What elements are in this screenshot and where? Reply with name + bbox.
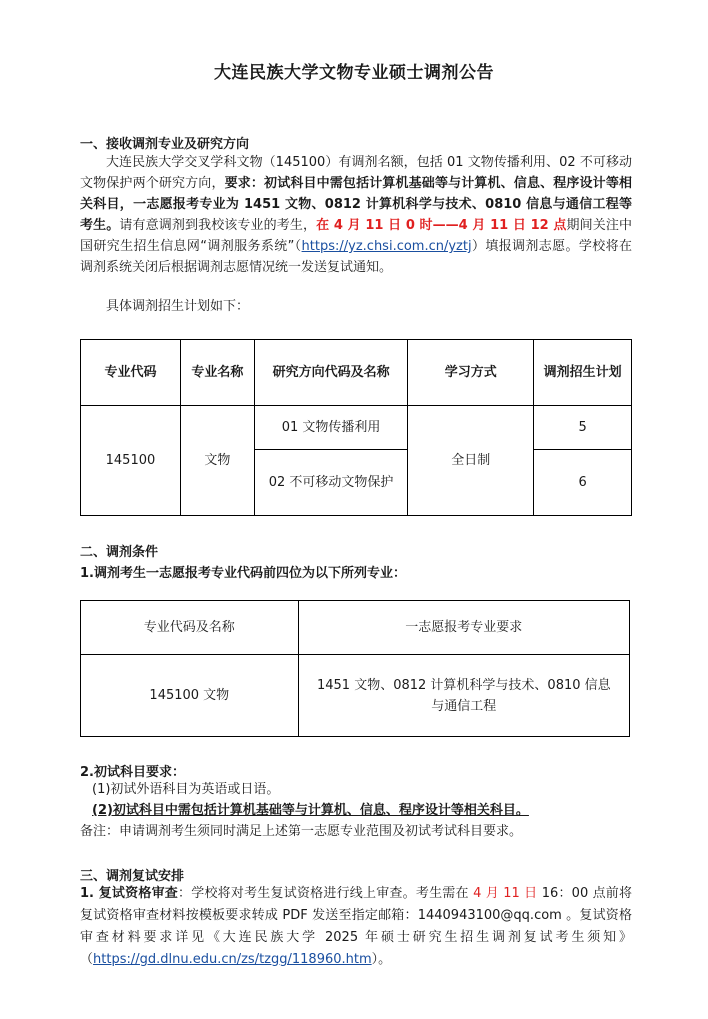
section3-paragraph <box>80 883 632 971</box>
requirement-table <box>80 600 630 737</box>
section1-paragraph <box>80 152 632 278</box>
plan-table <box>80 339 632 516</box>
header-name: 专业名称 <box>180 340 254 406</box>
section1-deadline: 在 4 月 11 日 0 时——4 月 11 日 12 点 <box>316 218 567 233</box>
header-mode: 学习方式 <box>408 340 534 406</box>
cell-plan: 6 <box>534 450 632 516</box>
cell-code: 145100 <box>81 406 181 516</box>
section2-sub2: 2.初试科目要求： <box>80 765 185 780</box>
section2-note: 备注：申请调剂考生须同时满足上述第一志愿专业范围及初试考试科目要求。 <box>80 824 523 839</box>
plan-intro: 具体调剂招生计划如下： <box>106 299 250 314</box>
req-cell-code: 145100 文物 <box>81 655 299 737</box>
notice-link[interactable]: https://gd.dlnu.edu.cn/zs/tzgg/118960.htm <box>93 952 372 967</box>
yztj-link[interactable]: https://yz.chsi.com.cn/yztj <box>301 239 472 254</box>
section3-label: 1. 复试资格审查 <box>80 886 179 901</box>
section1-text-d: 期间关注中国研究生招生信息网“调剂服务系统”（ <box>80 218 632 254</box>
table-row <box>81 406 632 450</box>
section3-date: 4 月 11 日 <box>473 886 538 901</box>
section3-text-b: 16：00 点前将复试资格审查材料按模板要求转成 PDF 发送至指定邮箱：1440943100@qq.com 。复试资格审查材料要求详见《大连民族大学 2025 年硕士研究生招生调剂复试考生须知》（ <box>80 886 632 967</box>
req-header-requirement: 一志愿报考专业要求 <box>298 601 629 655</box>
section2-heading: 二、调剂条件 <box>80 545 159 560</box>
section1-text-a: 大连民族大学交叉学科文物（145100）有调剂名额，包括 01 文物传播利用、02 不可移动文物保护两个研究方向， <box>80 155 632 191</box>
section2-sub1: 1.调剂考生一志愿报考专业代码前四位为以下所列专业： <box>80 566 406 581</box>
section1-text-e: ）填报调剂志愿。学校将在调剂系统关闭后根据调剂志愿情况统一发送复试通知。 <box>80 239 632 275</box>
exam-item-2: (2)初试科目中需包括计算机基础等与计算机、信息、程序设计等相关科目。 <box>92 803 529 818</box>
section1-requirement: 要求：初试科目中需包括计算机基础等与计算机、信息、程序设计等相关科目，一志愿报考专业为 1451 文物、0812 计算机科学与技术、0810 信息与通信工程等考生。 <box>80 176 632 233</box>
exam-item-1: (1)初试外语科目为英语或日语。 <box>92 782 280 797</box>
cell-direction: 02 不可移动文物保护 <box>254 450 408 516</box>
section1-text-c: 请有意调剂到我校该专业的考生， <box>119 218 317 233</box>
section1-heading: 一、接收调剂专业及研究方向 <box>80 137 250 152</box>
section3-heading: 三、调剂复试安排 <box>80 869 185 884</box>
cell-mode: 全日制 <box>408 406 534 516</box>
req-header-code: 专业代码及名称 <box>81 601 299 655</box>
page-title: 大连民族大学文物专业硕士调剂公告 <box>214 63 494 83</box>
header-plan: 调剂招生计划 <box>534 340 632 406</box>
header-direction: 研究方向代码及名称 <box>254 340 408 406</box>
table-row <box>81 655 630 737</box>
section3-text-c: ）。 <box>371 952 392 967</box>
cell-name: 文物 <box>180 406 254 516</box>
cell-plan: 5 <box>534 406 632 450</box>
req-cell-requirement: 1451 文物、0812 计算机科学与技术、0810 信息与通信工程 <box>298 655 629 737</box>
cell-direction: 01 文物传播利用 <box>254 406 408 450</box>
header-code: 专业代码 <box>81 340 181 406</box>
section3-text-a: ：学校将对考生复试资格进行线上审查。考生需在 <box>178 886 474 901</box>
